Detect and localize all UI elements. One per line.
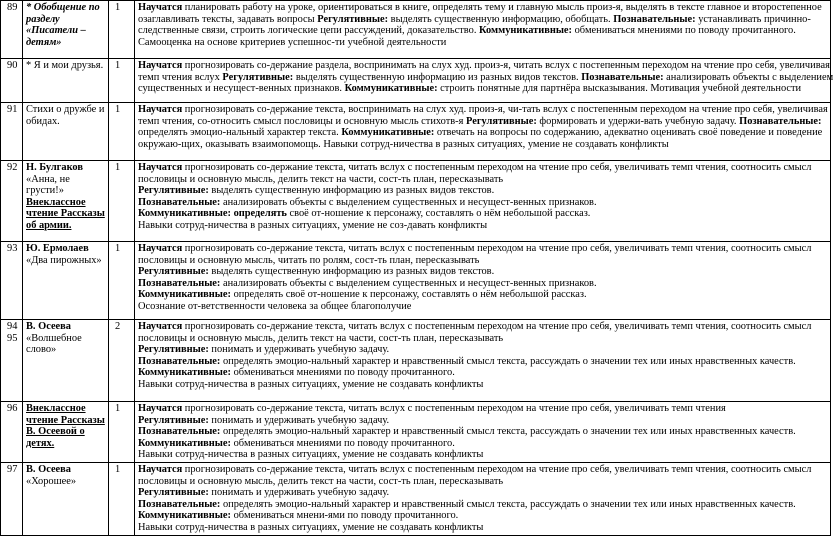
outcome-line (138, 499, 827, 511)
lesson-work-title: «Анна, не грусти!» (26, 173, 70, 197)
outcome-keyword: Коммуникативные: (344, 83, 438, 95)
outcome-keyword: Коммуникативные: (341, 127, 435, 139)
lesson-number-value: 96 (7, 403, 18, 414)
outcome-keyword: Научатся (138, 403, 183, 414)
table-row (1, 103, 831, 161)
outcome-line (138, 522, 827, 534)
outcome-line (138, 174, 827, 186)
outcome-line (138, 2, 827, 14)
lesson-number-value: 91 (7, 104, 18, 115)
outcome-line (138, 333, 827, 345)
lesson-outcomes (135, 402, 831, 463)
outcome-text: прогнозировать со-держание раздела, воспринимать на слух худ. произ-я, читать вслух с постепенным переходом на чтение про себя, увеличивая (182, 60, 830, 71)
outcome-keyword: Регулятивные: (138, 185, 209, 197)
outcome-line (138, 116, 827, 128)
table-row (1, 462, 831, 535)
outcome-line (138, 487, 827, 499)
outcome-keyword: Коммуникативные: (138, 510, 231, 522)
outcome-text: анализировать объекты с выделением (663, 71, 833, 83)
lesson-extra-reading: Внеклассное чтение Рассказы об армии. (26, 196, 105, 231)
outcome-text: устанавливать причинно- (695, 13, 811, 25)
outcome-text: прогнозировать со-держание текста, читать вслух с постепенным переходом на чтение про себя, увеличивать темп чтения, соотносить смысл (182, 463, 812, 475)
outcome-line (138, 449, 827, 461)
outcome-text: определять эмоцио-нальный характер и нравственный смысл текста, рассуждать о значении тех или иных нравственных качеств. (220, 355, 796, 367)
lesson-outcomes (135, 103, 831, 161)
outcome-text: Навыки сотруд-ничества в разных ситуациях, умение не создавать конфликты (138, 378, 484, 390)
outcome-text: пословицы и основную мысль, делить текст на части, сост-ть план, пересказывать (138, 475, 504, 487)
outcome-text: определять своё от-ношение к персонажу, составлять о нём небольшой рассказ. (230, 289, 587, 301)
outcome-text: определять эмоцио-нальный характер и нравственный смысл текста, рассуждать о значении тех или иных нравственных качеств. (220, 426, 796, 438)
lesson-outcomes (135, 1, 831, 59)
lesson-work-title: «Волшебное слово» (26, 332, 82, 356)
outcome-text: обмениваться мнени-ями по поводу прочитанного. (230, 510, 459, 522)
lesson-number-value: 93 (7, 243, 18, 254)
outcome-text: определять эмоцио-нальный характер и нравственный смысл текста, рассуждать о значении тех или иных нравственных качеств. (220, 498, 796, 510)
outcome-text: понимать и удерживать учебную задачу. (208, 344, 390, 356)
lesson-title (23, 161, 109, 242)
outcome-text: строить понятные для партнёра высказывания. Мотивация учебной деятельности (437, 83, 802, 95)
outcome-keyword: Научатся (138, 463, 183, 475)
outcome-line (138, 379, 827, 391)
outcome-keyword: Регулятивные: (317, 13, 389, 25)
outcome-line (138, 60, 830, 72)
outcome-line (138, 208, 827, 220)
lesson-hours: 1 (109, 103, 135, 161)
lesson-number-value: 95 (7, 332, 18, 344)
outcome-text: пословицы и основную мысль, делить текст на части, сост-ть план, пересказывать (138, 173, 504, 185)
lesson-author: В. Осеева (26, 463, 71, 475)
outcome-line (138, 278, 827, 290)
outcome-line (138, 476, 827, 488)
outcome-text: понимать и удерживать учебную задачу. (208, 487, 390, 499)
outcome-text: обмениваться мнениями по поводу прочитанного. (230, 437, 455, 449)
outcome-keyword: Научатся (138, 60, 183, 71)
lesson-hours: 1 (109, 462, 135, 535)
lesson-number (1, 59, 23, 103)
lesson-hours: 1 (109, 402, 135, 463)
lesson-outcomes (135, 320, 831, 402)
outcome-text: понимать и удерживать учебную задачу. (208, 414, 390, 426)
outcome-line (138, 510, 827, 522)
outcome-line (138, 185, 827, 197)
outcome-keyword: Коммуникативные: (138, 208, 231, 220)
lesson-number (1, 242, 23, 320)
outcome-keyword: Коммуникативные: (138, 367, 231, 379)
outcome-text: выделять существенную информацию из разных видов текстов. (208, 185, 495, 197)
outcome-text: обмениваться мнениями по поводу прочитанного. (572, 25, 796, 37)
lesson-number (1, 1, 23, 59)
lesson-number (1, 161, 23, 242)
outcome-keyword: Познавательные: (138, 196, 221, 208)
outcome-keyword: Научатся (138, 162, 183, 173)
lesson-title (23, 402, 109, 463)
outcome-line (138, 321, 827, 333)
table-row (1, 59, 831, 103)
outcome-keyword: Коммуникативные: (138, 289, 231, 301)
lesson-title-text: * Обобщение по разделу «Писатели – детям» (26, 2, 100, 48)
outcome-keyword: Познавательные: (138, 426, 221, 438)
outcome-keyword: Регулятивные: (138, 344, 209, 356)
outcome-line (138, 464, 827, 476)
outcome-line (138, 356, 827, 368)
outcome-keyword: Регулятивные: (222, 71, 294, 83)
lesson-hours: 1 (109, 161, 135, 242)
outcome-keyword: Коммуникативные: (479, 25, 572, 37)
lesson-title-text: Стихи о дружбе и обидах. (26, 104, 105, 127)
outcome-text: определять эмоцио-нальный характер текста. (138, 127, 342, 139)
outcome-keyword: Научатся (138, 2, 183, 13)
outcome-keyword: определять (233, 208, 287, 220)
lesson-title-text: * Я и мои друзья. (26, 60, 104, 71)
outcome-text: пословицы и основную мысль, читать по ролям, сост-ть план, пересказывать (138, 254, 480, 266)
outcome-text: Навыки сотруд-ничества в разных ситуациях, умение не создавать конфликты (138, 521, 484, 533)
table-row (1, 402, 831, 463)
lesson-title (23, 242, 109, 320)
outcome-line (138, 266, 827, 278)
outcome-text: выделять существенную информацию из разных видов текстов. (208, 266, 495, 278)
outcome-text: следственные связи, строить логические цепи рассуждений, доказательство. (138, 25, 480, 37)
outcome-line (138, 37, 827, 49)
lesson-title (23, 320, 109, 402)
outcome-keyword: Познавательные: (138, 355, 221, 367)
outcome-keyword: Регулятивные: (138, 266, 209, 278)
outcome-text: анализировать объекты с выделением существенных и несущест-венных признаков. (220, 196, 597, 208)
lesson-author: Н. Булгаков (26, 162, 83, 173)
lesson-number (1, 462, 23, 535)
outcome-text: прогнозировать со-держание текста, читать вслух с постепенным переходом на чтение про себя, увеличивать темп чтения, соотносить смысл (182, 162, 812, 173)
outcome-line (138, 197, 827, 209)
table-row (1, 1, 831, 59)
outcome-text: темп чтения, со-относить смысл пословицы и основную мысль стихотв-я (138, 115, 467, 127)
lesson-extra-reading: Внеклассное чтение Рассказы В. Осеевой о детях. (26, 403, 105, 449)
lesson-number-value: 92 (7, 162, 18, 173)
lesson-title (23, 59, 109, 103)
lesson-number (1, 402, 23, 463)
outcome-line (138, 344, 827, 356)
outcome-keyword: Познавательные: (581, 71, 664, 83)
outcome-text: Самооценка на основе критериев успешнос-ти учебной деятельности (138, 36, 447, 48)
outcome-line (138, 301, 827, 313)
outcome-keyword: Регулятивные: (466, 115, 537, 127)
table-row (1, 161, 831, 242)
outcome-line (138, 83, 827, 95)
outcome-line (138, 255, 827, 267)
table-row (1, 242, 831, 320)
outcome-line (138, 438, 827, 450)
outcome-text: прогнозировать со-держание текста, воспринимать на слух худ. произ-я, чи-тать вслух с постепенным переходом на чтение про себя, увеличивая (182, 104, 828, 115)
lesson-hours: 2 (109, 320, 135, 402)
outcome-text: окружаю-щих, оказывать взаимопомощь. Навыки сотруд-ничества в разных ситуациях, умение не создавать конфликты (138, 138, 669, 150)
outcome-keyword: Познавательные: (613, 13, 696, 25)
lesson-outcomes (135, 462, 831, 535)
outcome-keyword: Познавательные: (138, 277, 221, 289)
outcome-line (138, 139, 827, 151)
outcome-text: выделять существенную информацию, обобщать. (388, 13, 614, 25)
outcome-text: прогнозировать со-держание текста, читать вслух с постепенным переходом на чтение про себя, увеличивать темп чтения (182, 403, 726, 414)
lesson-work-title: «Два пирожных» (26, 254, 102, 266)
outcome-line (138, 104, 827, 116)
outcome-keyword: Познавательные: (138, 498, 221, 510)
outcome-text: озаглавливать тексты, задавать вопросы (138, 13, 318, 25)
outcome-text: Навыки сотруд-ничества в разных ситуациях, умение не соз-давать конфликты (138, 219, 488, 231)
outcome-line (138, 71, 833, 84)
lesson-hours: 1 (109, 1, 135, 59)
lesson-title (23, 1, 109, 59)
outcome-line (138, 162, 827, 174)
outcome-keyword: Научатся (138, 243, 183, 254)
outcome-keyword: Регулятивные: (138, 414, 209, 426)
lesson-title (23, 103, 109, 161)
lesson-author: В. Осеева (26, 321, 71, 332)
outcome-text: Осознание от-ветственности человека за общее благополучие (138, 300, 412, 312)
outcome-text: анализировать объекты с выделением существенных и несущест-венных признаков. (220, 277, 597, 289)
lesson-number-value: 90 (7, 60, 18, 71)
outcome-line (138, 14, 827, 26)
lesson-number (1, 103, 23, 161)
lesson-outcomes (135, 242, 831, 320)
lesson-outcomes (135, 161, 831, 242)
table-body (1, 1, 831, 536)
lesson-work-title: «Хорошее» (26, 475, 77, 487)
lesson-number-value: 94 (7, 321, 18, 332)
lesson-outcomes (135, 59, 831, 103)
outcome-text: формировать и удержи-вать учебную задачу. (536, 115, 740, 127)
outcome-text: темп чтения вслух (138, 71, 223, 83)
lesson-hours: 1 (109, 59, 135, 103)
table-row (1, 320, 831, 402)
outcome-keyword: Коммуникативные: (138, 437, 231, 449)
outcome-line (138, 403, 827, 415)
outcome-text: отвечать на вопросы по содержанию, адекватно оценивать своё поведение и поведение (434, 127, 823, 139)
outcome-text: выделять существенную информацию из разных видов текстов. (293, 71, 582, 83)
outcome-keyword: Научатся (138, 321, 183, 332)
outcome-text: прогнозировать со-держание текста, читать вслух с постепенным переходом на чтение про себя, увеличивать темп чтения, соотносить смысл (182, 243, 812, 254)
lesson-author: Ю. Ермолаев (26, 243, 89, 254)
outcome-text: планировать работу на уроке, ориентироваться в книге, определять тему и главную мысль произ-я, выделять в тексте главное и второстепенное (182, 2, 822, 13)
outcome-line (138, 25, 827, 37)
outcome-keyword: Познавательные: (739, 115, 822, 127)
outcome-text: пословицы и основную мысль, делить текст на части, сост-ть план, пересказывать (138, 332, 504, 344)
outcome-text: прогнозировать со-держание текста, читать вслух с постепенным переходом на чтение про себя, увеличивать темп чтения, соотносить смысл (182, 321, 812, 332)
outcome-line (138, 243, 827, 255)
lesson-hours: 1 (109, 242, 135, 320)
outcome-line (138, 367, 827, 379)
outcome-keyword: Регулятивные: (138, 487, 209, 499)
lesson-number-value: 97 (7, 463, 18, 475)
lesson-title (23, 462, 109, 535)
outcome-line (138, 127, 827, 139)
outcome-text: своё от-ношение к персонажу, составлять о нём небольшой рассказ. (286, 208, 591, 220)
outcome-line (138, 426, 827, 438)
lesson-number (1, 320, 23, 402)
outcome-line (138, 415, 827, 427)
outcome-line (138, 289, 827, 301)
outcome-keyword: Научатся (138, 104, 183, 115)
outcome-line (138, 220, 827, 232)
outcome-text: Навыки сотруд-ничества в разных ситуациях, умение не создавать конфликты (138, 449, 484, 461)
outcome-text: обмениваться мнениями по поводу прочитанного. (230, 367, 455, 379)
outcome-text: существенных и несущест-венных признаков. (138, 83, 345, 95)
lesson-number-value: 89 (7, 2, 18, 13)
